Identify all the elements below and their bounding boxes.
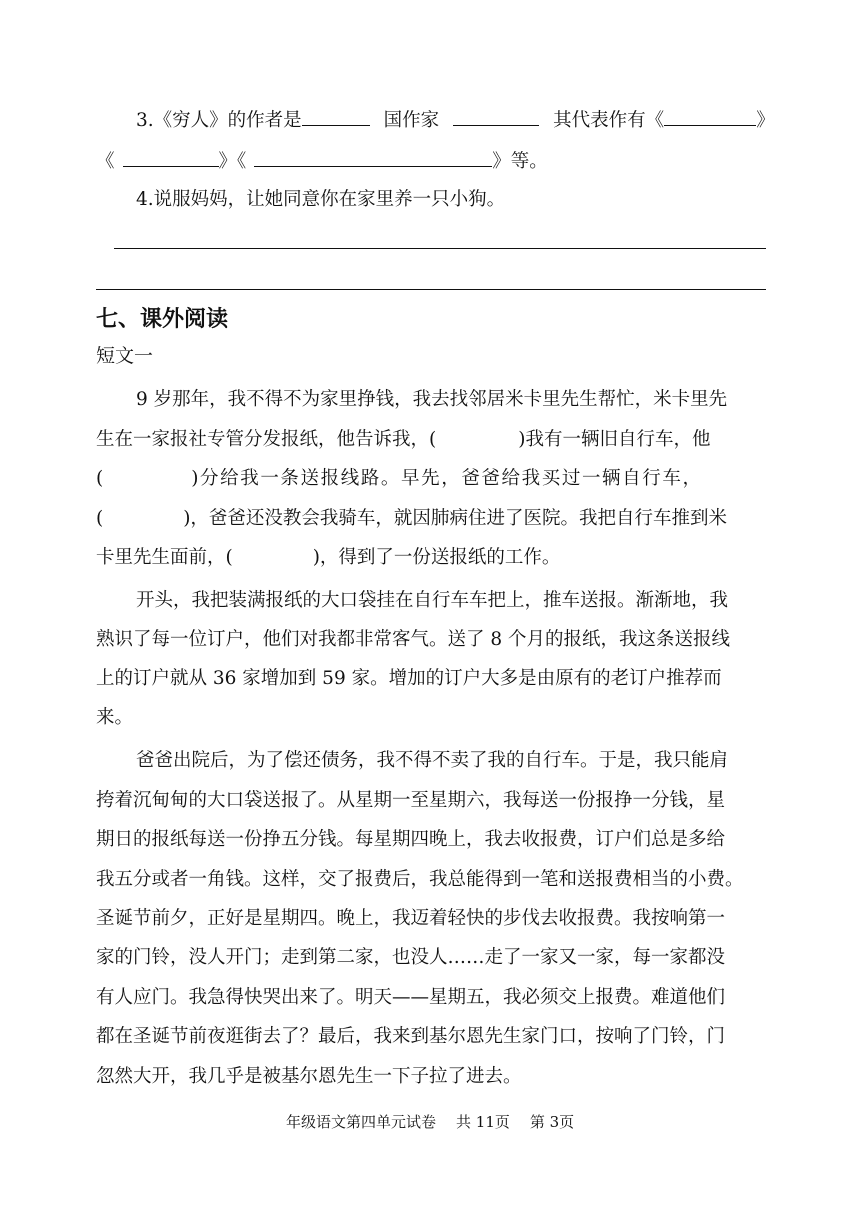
passage-line xyxy=(96,546,560,570)
section-title: 七、课外阅读 xyxy=(96,307,229,332)
q3-line-1 xyxy=(136,107,775,133)
work-3-blank[interactable] xyxy=(254,148,492,167)
passage-text: )分给我一条送报线路。早先，爸爸给我买过一辆自行车， xyxy=(191,468,703,489)
q3-line2-end: 》等。 xyxy=(492,151,548,172)
footer-page-number: 第 3页 xyxy=(529,1113,575,1131)
q3-mid2: 其代表作有《 xyxy=(553,110,665,131)
passage-line xyxy=(96,507,727,531)
passage-text: ( xyxy=(96,508,104,529)
passage-text: 生在一家报社专管分发报纸，他告诉我，( xyxy=(96,429,437,450)
passage-line: 上的订户就从 36 家增加到 59 家。增加的订户大多是由原有的老订户推荐而 xyxy=(96,668,722,689)
passage-subtitle: 短文一 xyxy=(96,345,154,367)
q3-line2-mid: 》《 xyxy=(218,151,247,172)
passage-line: 忽然大开，我几乎是被基尔恩先生一下子拉了进去。 xyxy=(96,1066,522,1087)
work-2-blank[interactable] xyxy=(123,148,219,167)
answer-line-1[interactable] xyxy=(114,248,766,249)
passage-line: 期日的报纸每送一份挣五分钱。每星期四晚上，我去收报费，订户们总是多给 xyxy=(96,829,726,850)
passage-line: 家的门铃，没人开门；走到第二家，也没人……走了一家又一家，每一家都没 xyxy=(96,947,726,968)
passage-line: 圣诞节前夕，正好是星期四。晚上，我迈着轻快的步伐去收报费。我按响第一 xyxy=(96,908,726,929)
passage-text: 卡里先生面前，( xyxy=(96,547,233,568)
passage-text: )，得到了一份送报纸的工作。 xyxy=(312,547,561,568)
passage-line: 来。 xyxy=(96,707,134,728)
passage-line: 我五分或者一角钱。这样，交了报费后，我总能得到一笔和送报费相当的小费。 xyxy=(96,869,744,890)
passage-line: 熟识了每一位订户，他们对我都非常客气。送了 8 个月的报纸，我这条送报线 xyxy=(96,629,731,650)
q3-prefix: 3.《穷人》的作者是 xyxy=(136,110,302,131)
passage-line: 都在圣诞节前夜逛街去了？最后，我来到基尔恩先生家门口，按响了门铃，门 xyxy=(96,1026,726,1047)
passage-text: )我有一辆旧自行车，他 xyxy=(518,429,711,450)
passage-line: 9 岁那年，我不得不为家里挣钱，我去找邻居米卡里先生帮忙，米卡里先 xyxy=(136,389,728,410)
q4-prompt: 4.说服妈妈，让她同意你在家里养一只小狗。 xyxy=(136,189,506,210)
author-name-blank[interactable] xyxy=(453,107,539,126)
passage-text: )，爸爸还没教会我骑车，就因肺病住进了医院。我把自行车推到米 xyxy=(183,508,727,529)
passage-line: 爸爸出院后，为了偿还债务，我不得不卖了我的自行车。于是，我只能肩 xyxy=(136,750,729,771)
passage-line: 开头，我把装满报纸的大口袋挂在自行车车把上，推车送报。渐渐地，我 xyxy=(136,590,729,611)
q3-line2-open: 《 xyxy=(96,151,115,172)
passage-line xyxy=(96,467,703,491)
page-footer xyxy=(286,1112,574,1132)
q3-mid1: 国作家 xyxy=(383,110,440,131)
passage-line xyxy=(96,428,710,452)
passage-line: 挎着沉甸甸的大口袋送报了。从星期一至星期六，我每送一份报挣一分钱，星 xyxy=(96,790,726,811)
q3-line-2 xyxy=(96,148,548,174)
author-country-blank[interactable] xyxy=(302,107,370,126)
passage-line: 有人应门。我急得快哭出来了。明天——星期五，我必须交上报费。难道他们 xyxy=(96,987,726,1008)
footer-title: 年级语文第四单元试卷 xyxy=(286,1113,437,1131)
passage-text: ( xyxy=(96,468,104,489)
q3-end1: 》 xyxy=(756,110,775,131)
answer-line-2[interactable] xyxy=(96,289,766,290)
work-1-blank[interactable] xyxy=(664,107,756,126)
footer-total-pages: 共 11页 xyxy=(456,1113,510,1131)
